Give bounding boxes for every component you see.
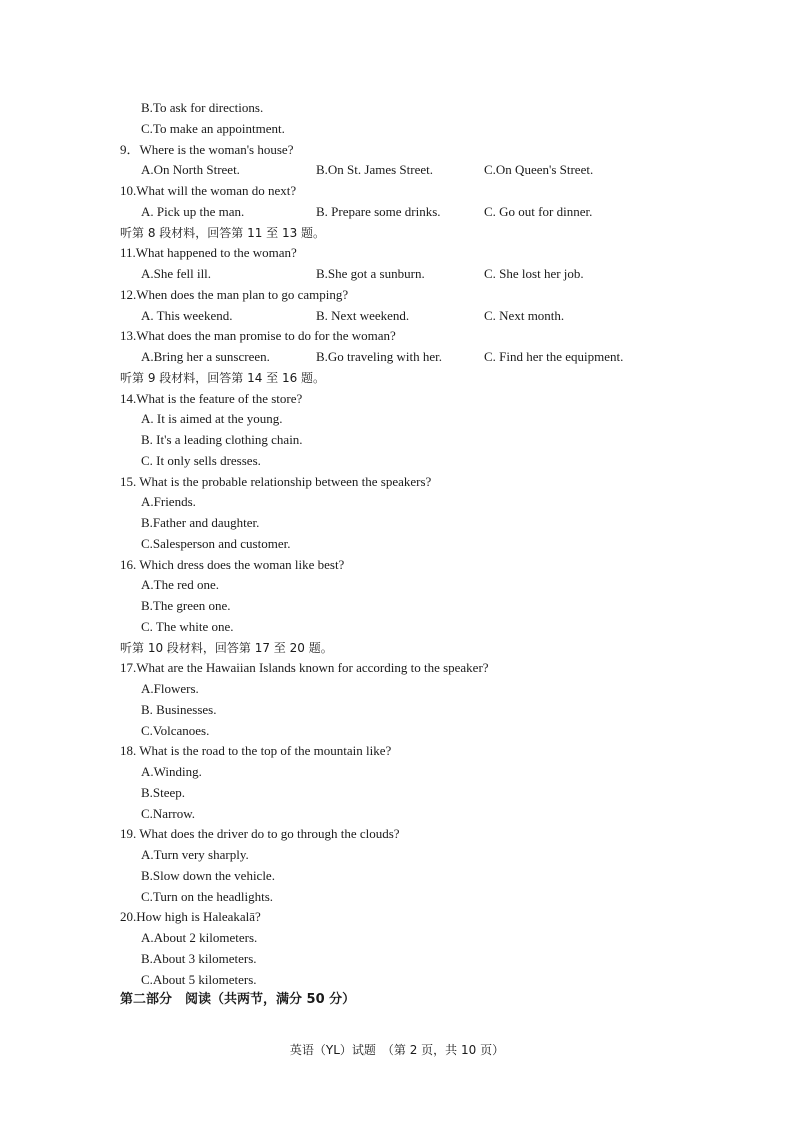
answer-option: C. Next month. — [484, 307, 565, 323]
answer-option: B.On St. James Street. — [316, 162, 433, 178]
answer-option: A.Flowers. — [141, 681, 199, 696]
option-row — [0, 119, 794, 139]
answer-option: A.Friends. — [141, 494, 196, 510]
option-row — [0, 430, 794, 450]
question-text: 20.How high is Haleakalā? — [120, 909, 261, 925]
option-row — [0, 534, 794, 554]
option-row — [0, 575, 794, 595]
question-text: 16. Which dress does the woman like best? — [120, 556, 345, 572]
question-text-row — [0, 472, 794, 492]
question-text-row — [0, 326, 794, 346]
question-text-row — [0, 181, 794, 201]
answer-option: A.About 2 kilometers. — [141, 930, 258, 945]
answer-option: C. It only sells dresses. — [141, 452, 261, 468]
option-row — [0, 306, 794, 326]
question-text: 11.What happened to the woman? — [120, 245, 297, 261]
option-row — [0, 409, 794, 429]
answer-option: A.She fell ill. — [141, 266, 212, 281]
answer-option: B. Next weekend. — [316, 307, 410, 323]
answer-option: B.The green one. — [141, 598, 231, 613]
answer-option: C.Narrow. — [141, 805, 196, 821]
answer-option: B.Go traveling with her. — [316, 349, 443, 364]
question-text-row — [0, 741, 794, 761]
option-row — [0, 617, 794, 637]
answer-option: C.Volcanoes. — [141, 722, 210, 738]
option-row — [0, 700, 794, 720]
answer-option: A.Winding. — [141, 764, 202, 779]
option-row — [0, 492, 794, 512]
question-text-row — [0, 824, 794, 844]
answer-option: B.Father and daughter. — [141, 515, 260, 530]
question-text: 10.What will the woman do next? — [120, 183, 297, 198]
option-row — [0, 804, 794, 824]
option-row — [0, 202, 794, 222]
option-row — [0, 970, 794, 990]
section-instruction-row — [0, 638, 794, 658]
option-row — [0, 679, 794, 699]
question-text-row — [0, 389, 794, 409]
option-row — [0, 98, 794, 118]
answer-option: B. It's a leading clothing chain. — [141, 432, 303, 447]
question-text-row — [0, 140, 794, 160]
section-instruction: 听第 10 段材料，回答第 17 至 20 题。 — [120, 640, 333, 655]
part-heading-row — [0, 990, 794, 1010]
answer-option: C.Turn on the headlights. — [141, 888, 274, 904]
answer-option: A.Bring her a sunscreen. — [141, 349, 270, 364]
answer-option: B. Businesses. — [141, 701, 217, 717]
answer-option: C. The white one. — [141, 618, 234, 634]
question-text: 9．Where is the woman's house? — [120, 141, 294, 157]
option-row — [0, 721, 794, 741]
page-footer: 英语（YL）试题 （第 2 页，共 10 页） — [289, 1043, 505, 1057]
option-row — [0, 762, 794, 782]
question-text: 15. What is the probable relationship between the speakers? — [120, 473, 432, 489]
option-row — [0, 347, 794, 367]
answer-option: B.Steep. — [141, 784, 186, 800]
question-text: 12.When does the man plan to go camping? — [120, 286, 349, 302]
option-row — [0, 949, 794, 969]
answer-option: A. It is aimed at the young. — [141, 411, 283, 427]
answer-option: C. Find her the equipment. — [484, 349, 624, 364]
question-text-row — [0, 907, 794, 927]
answer-option: B.Slow down the vehicle. — [141, 867, 275, 883]
question-text: 14.What is the feature of the store? — [120, 390, 303, 406]
answer-option: B.She got a sunburn. — [316, 266, 425, 281]
option-row — [0, 887, 794, 907]
section-instruction-row — [0, 223, 794, 243]
section-instruction-row — [0, 368, 794, 388]
answer-option: B.To ask for directions. — [141, 100, 264, 115]
option-row — [0, 845, 794, 865]
answer-option: A.The red one. — [141, 577, 219, 593]
question-text: 13.What does the man promise to do for the woman? — [120, 328, 396, 344]
option-row — [0, 866, 794, 886]
option-row — [0, 596, 794, 616]
answer-option: A. This weekend. — [141, 307, 233, 323]
answer-option: C.On Queen's Street. — [484, 162, 594, 178]
option-row — [0, 160, 794, 180]
answer-option: B. Prepare some drinks. — [316, 203, 441, 219]
question-text: 19. What does the driver do to go through the clouds? — [120, 826, 400, 842]
answer-option: C.To make an appointment. — [141, 120, 285, 136]
answer-option: C.Salesperson and customer. — [141, 535, 291, 551]
answer-option: C. She lost her job. — [484, 266, 584, 281]
option-row — [0, 264, 794, 284]
option-row — [0, 783, 794, 803]
answer-option: C.About 5 kilometers. — [141, 971, 257, 987]
answer-option: B.About 3 kilometers. — [141, 950, 257, 966]
answer-option: A. Pick up the man. — [141, 203, 245, 219]
section-instruction: 听第 8 段材料，回答第 11 至 13 题。 — [120, 225, 326, 240]
option-row — [0, 451, 794, 471]
option-row — [0, 928, 794, 948]
question-text-row — [0, 243, 794, 263]
section-instruction: 听第 9 段材料，回答第 14 至 16 题。 — [120, 370, 326, 385]
answer-option: A.Turn very sharply. — [141, 847, 249, 862]
part-heading: 第二部分 阅读（共两节，满分 50 分） — [120, 992, 356, 1008]
question-text-row — [0, 658, 794, 678]
question-text: 17.What are the Hawaiian Islands known for according to the speaker? — [120, 660, 489, 676]
question-text-row — [0, 285, 794, 305]
answer-option: C. Go out for dinner. — [484, 203, 593, 219]
question-text-row — [0, 555, 794, 575]
answer-option: A.On North Street. — [141, 162, 240, 178]
question-text: 18. What is the road to the top of the mountain like? — [120, 743, 392, 759]
option-row — [0, 513, 794, 533]
